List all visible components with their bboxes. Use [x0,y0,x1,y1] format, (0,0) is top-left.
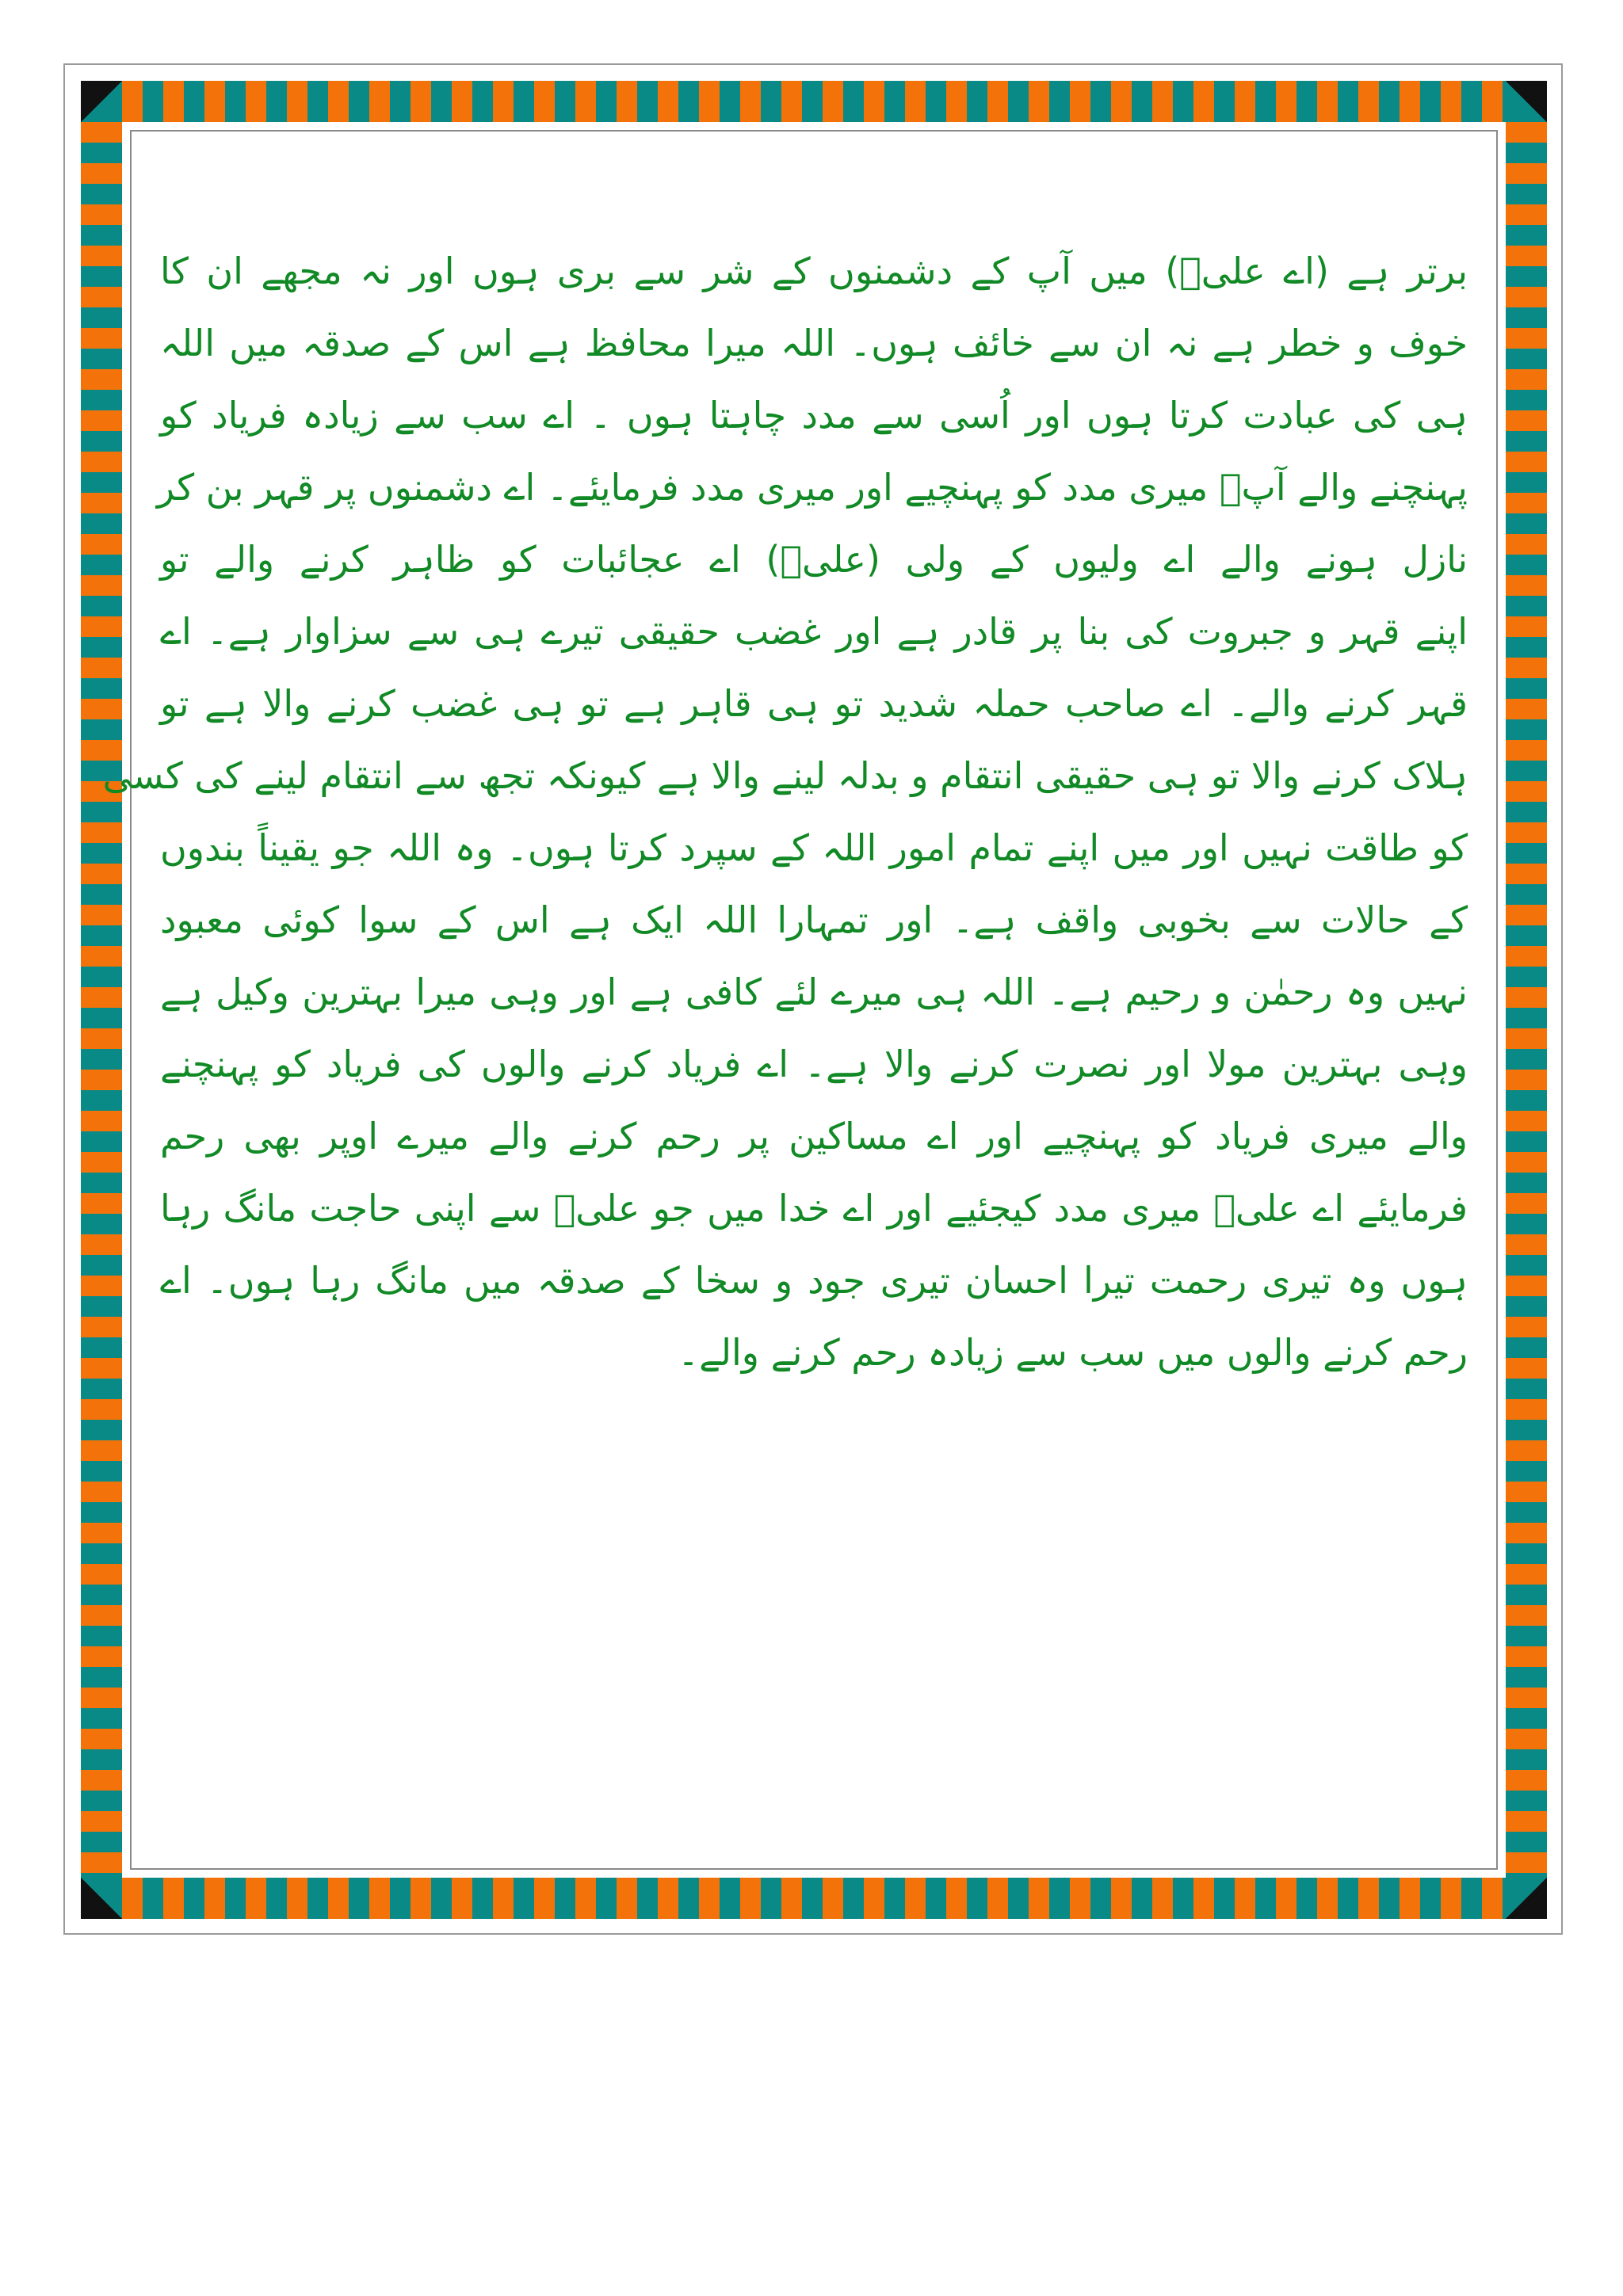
text-line: پہنچنے والے آپؑ میری مدد کو پہنچیے اور میری مدد فرمایئے۔ اے دشمنوں پر قہر بن کر [156,466,1468,509]
text-line: برتر ہے (اے علیؑ) میں آپ کے دشمنوں کے شر سے بری ہوں اور نہ مجھے ان کا [160,250,1468,292]
text-line: ہوں وہ تیری رحمت تیرا احسان تیری جود و سخا کے صدقہ میں مانگ رہا ہوں۔ اے [160,1259,1468,1302]
border-corner-bottom-right [1506,1878,1547,1919]
page-frame [63,63,1563,1935]
text-line: نہیں وہ رحمٰن و رحیم ہے۔ اللہ ہی میرے لئے کافی ہے اور وہی میرا بہترین وکیل ہے [160,971,1468,1013]
text-line: فرمایئے اے علیؑ میری مدد کیجئیے اور اے خدا میں جو علیؑ سے اپنی حاجت مانگ رہا [160,1187,1468,1230]
text-line: ہی کی عبادت کرتا ہوں اور اُسی سے مدد چاہتا ہوں ۔ اے سب سے زیادہ فریاد کو [160,394,1468,437]
text-line: ہلاک کرنے والا تو ہی حقیقی انتقام و بدلہ لینے والا ہے کیونکہ تجھ سے انتقام لینے کی کسی [102,754,1468,797]
text-line: اپنے قہر و جبروت کی بنا پر قادر ہے اور غضب حقیقی تیرے ہی سے سزاوار ہے۔ اے [160,610,1468,653]
text-line: کو طاقت نہیں اور میں اپنے تمام امور اللہ کے سپرد کرتا ہوں۔ وہ اللہ جو یقیناً بندوں [160,826,1468,869]
decorative-border-bottom [81,1878,1547,1919]
text-line: نازل ہونے والے اے ولیوں کے ولی (علیؑ) اے عجائبات کو ظاہر کرنے والے تو [160,538,1468,581]
border-corner-top-left [81,81,122,122]
text-line: رحم کرنے والوں میں سب سے زیادہ رحم کرنے والے۔ [678,1331,1468,1374]
decorative-border-left [81,81,122,1919]
decorative-border-top [81,81,1547,122]
text-line: والے میری فریاد کو پہنچیے اور اے مساکین پر رحم کرنے والے میرے اوپر بھی رحم [160,1115,1468,1158]
decorative-border-right [1506,81,1547,1919]
border-corner-bottom-left [81,1878,122,1919]
text-line: قہر کرنے والے۔ اے صاحب حملہ شدید تو ہی قاہر ہے تو ہی غضب کرنے والا ہے تو [160,682,1468,725]
text-line: کے حالات سے بخوبی واقف ہے۔ اور تمہارا اللہ ایک ہے اس کے سوا کوئی معبود [160,898,1468,941]
border-corner-top-right [1506,81,1547,122]
body-text [102,235,1468,1389]
text-line: خوف و خطر ہے نہ ان سے خائف ہوں۔ اللہ میرا محافظ ہے اس کے صدقہ میں اللہ [160,322,1468,364]
text-line: وہی بہترین مولا اور نصرت کرنے والا ہے۔ اے فریاد کرنے والوں کی فریاد کو پہنچنے [160,1043,1468,1085]
